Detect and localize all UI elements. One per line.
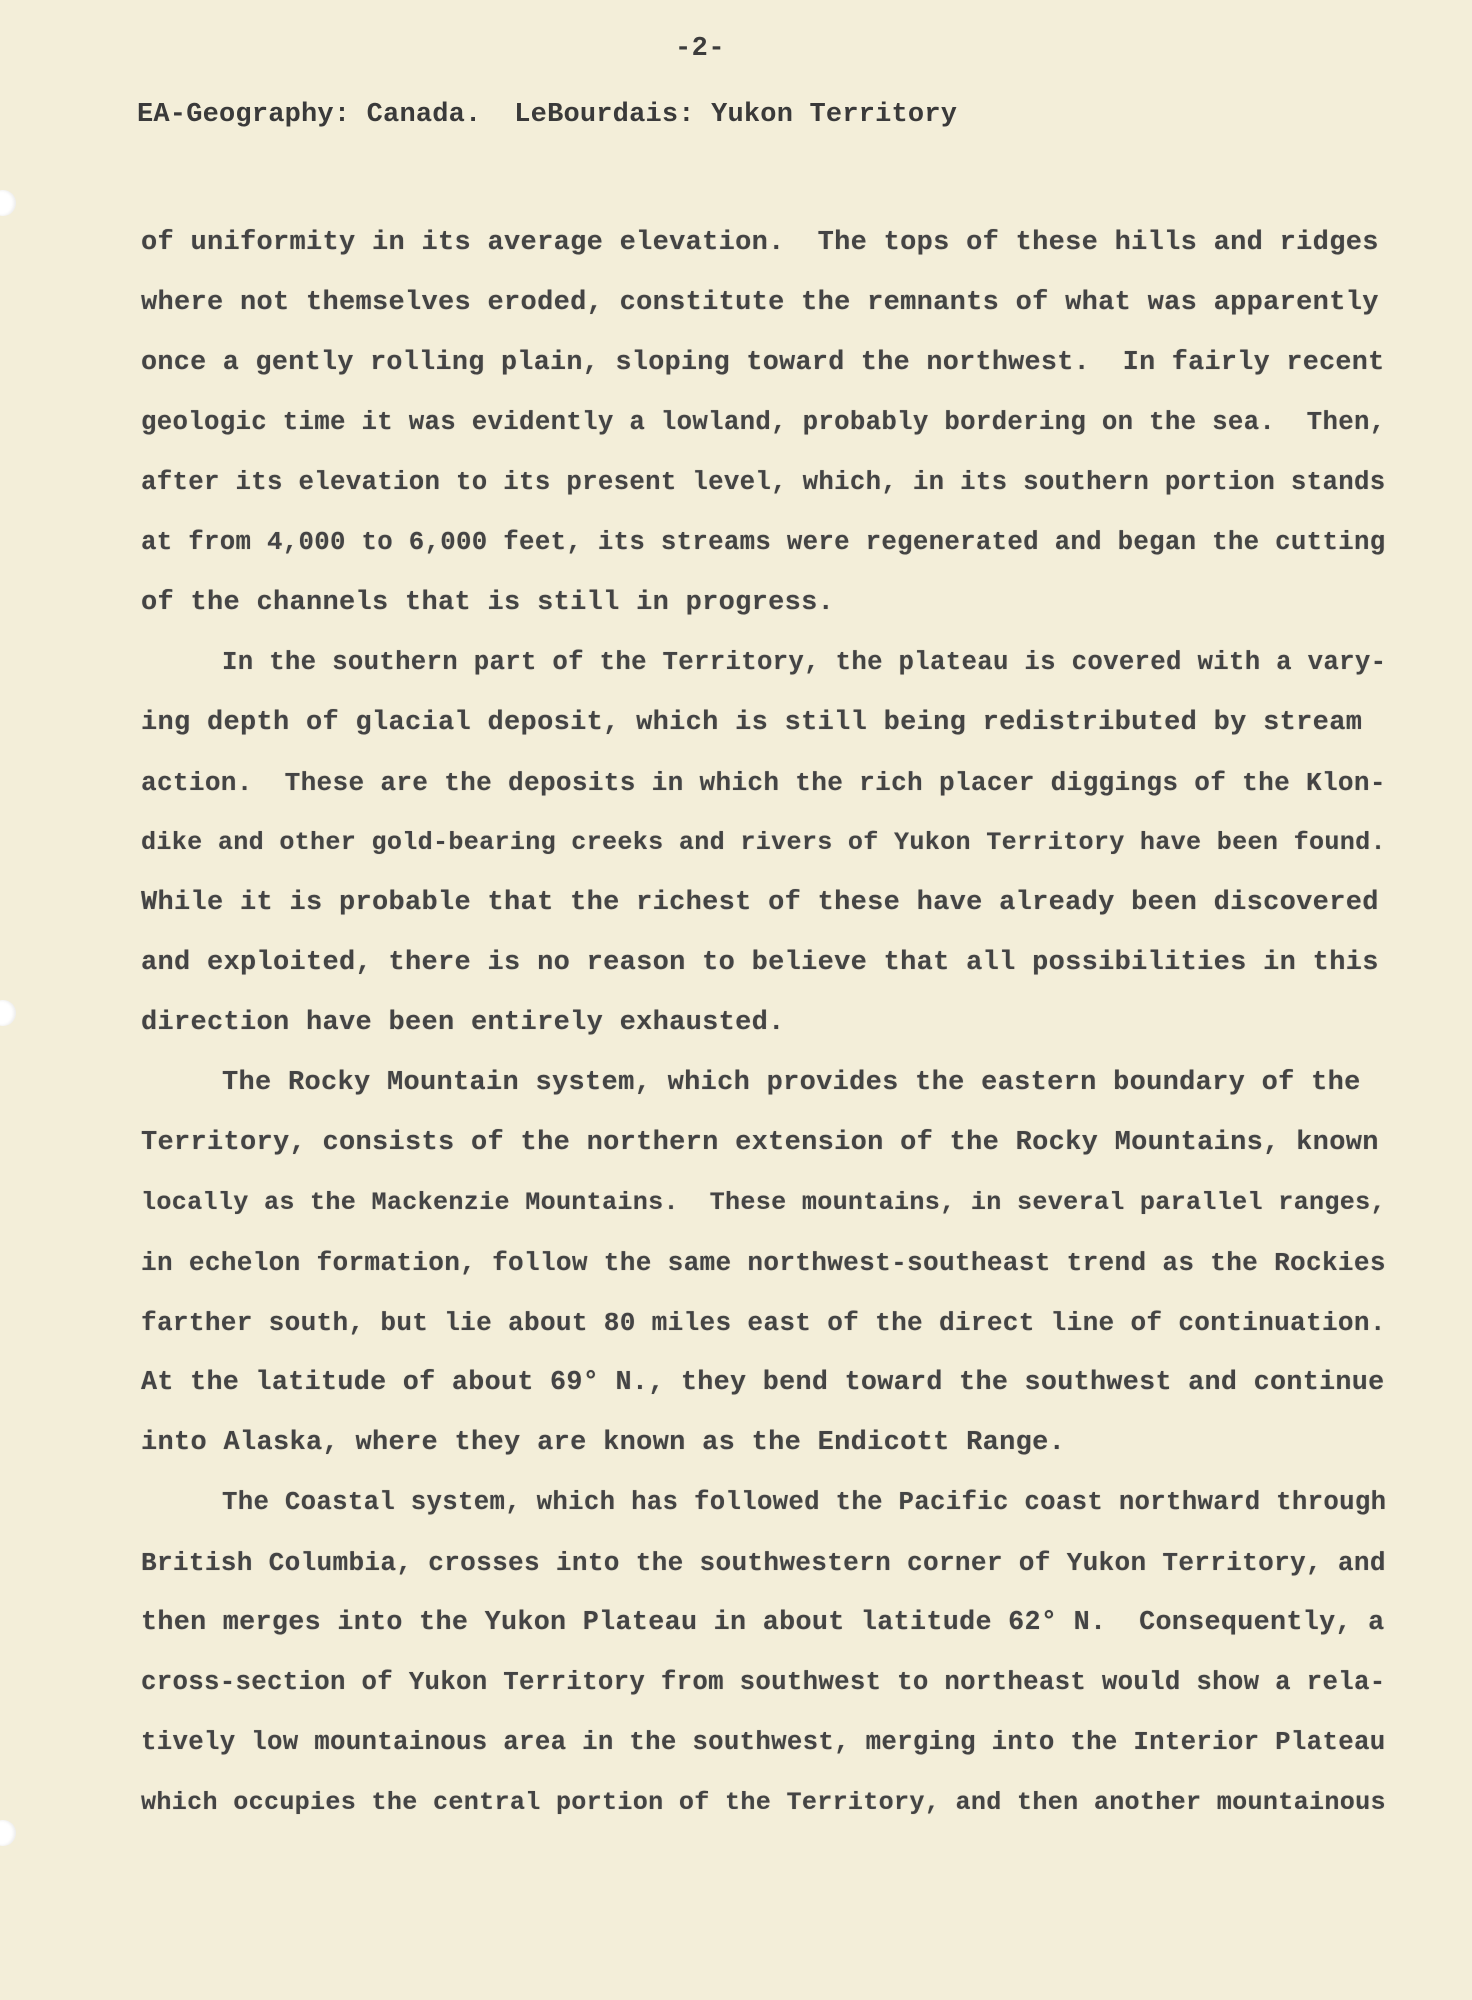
text-line: geologic time it was evidently a lowland, probably bordering on the sea. Then,	[141, 408, 1386, 437]
text-line: cross-section of Yukon Territory from southwest to northeast would show a rela-	[141, 1668, 1386, 1697]
punch-hole	[0, 1000, 16, 1026]
text-line: which occupies the central portion of the Territory, and then another mountainous	[141, 1788, 1386, 1817]
page-header: EA-Geography: Canada. LeBourdais: Yukon Territory	[137, 100, 958, 130]
text-line: While it is probable that the richest of these have already been discovered	[141, 888, 1379, 918]
text-line: once a gently rolling plain, sloping toward the northwest. In fairly recent	[141, 348, 1385, 378]
text-line: in echelon formation, follow the same northwest-southeast trend as the Rockies	[141, 1248, 1386, 1278]
text-line: At the latitude of about 69° N., they bend toward the southwest and continue	[141, 1368, 1385, 1398]
text-line: at from 4,000 to 6,000 feet, its streams were regenerated and began the cutting	[141, 528, 1386, 557]
punch-hole	[0, 190, 16, 216]
text-line: The Coastal system, which has followed the Pacific coast northward through	[222, 1488, 1387, 1517]
text-line: after its elevation to its present level, which, in its southern portion stands	[141, 468, 1386, 497]
text-line: locally as the Mackenzie Mountains. These mountains, in several parallel ranges,	[141, 1188, 1386, 1217]
text-line: British Columbia, crosses into the southwestern corner of Yukon Territory, and	[141, 1548, 1386, 1578]
text-line: action. These are the deposits in which the rich placer diggings of the Klon-	[141, 768, 1386, 798]
text-line: dike and other gold-bearing creeks and rivers of Yukon Territory have been found.	[141, 828, 1386, 857]
page-number: -2-	[674, 34, 726, 64]
text-line: farther south, but lie about 80 miles east of the direct line of continuation.	[141, 1308, 1386, 1338]
text-line: and exploited, there is no reason to believe that all possibilities in this	[141, 948, 1379, 978]
text-line: The Rocky Mountain system, which provides the eastern boundary of the	[222, 1068, 1361, 1098]
text-line: where not themselves eroded, constitute the remnants of what was apparently	[141, 288, 1379, 318]
text-line: direction have been entirely exhausted.	[141, 1008, 785, 1038]
text-line: of uniformity in its average elevation. The tops of these hills and ridges	[141, 228, 1379, 258]
text-line: tively low mountainous area in the southwest, merging into the Interior Plateau	[141, 1728, 1386, 1757]
text-line: In the southern part of the Territory, the plateau is covered with a vary-	[222, 648, 1387, 677]
text-line: then merges into the Yukon Plateau in about latitude 62° N. Consequently, a	[141, 1608, 1385, 1638]
text-line: Territory, consists of the northern extension of the Rocky Mountains, known	[141, 1128, 1379, 1158]
text-line: of the channels that is still in progress.	[141, 588, 835, 618]
text-line: into Alaska, where they are known as the Endicott Range.	[141, 1428, 1066, 1458]
text-line: ing depth of glacial deposit, which is still being redistributed by stream	[141, 708, 1363, 738]
punch-hole	[0, 1820, 16, 1846]
